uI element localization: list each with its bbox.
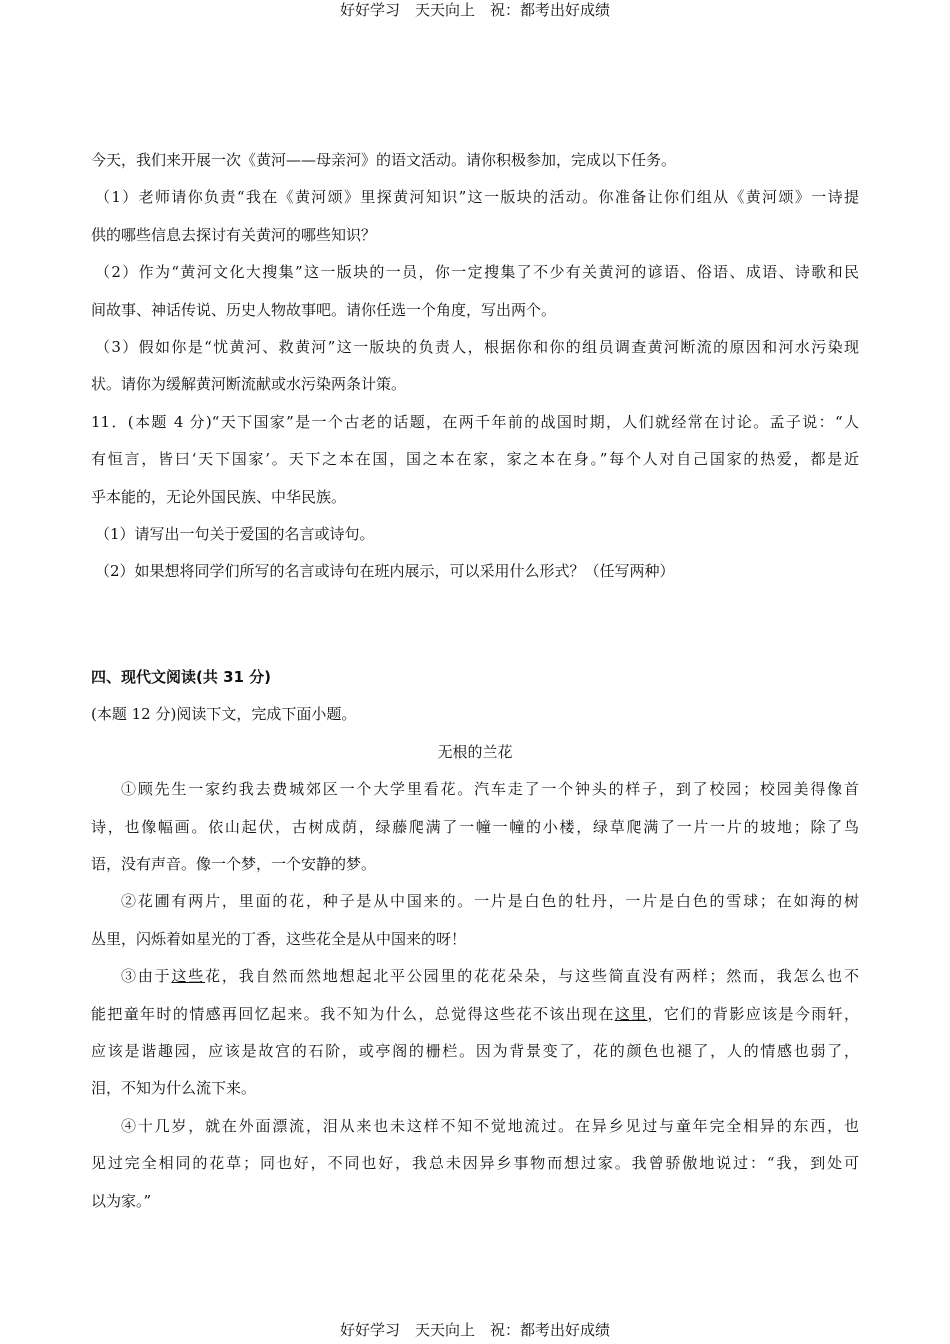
passage-p1-line-1: ①顾先生一家约我去费城郊区一个大学里看花。汽车走了一个钟头的样子，到了校园；校园美得像首 <box>121 780 859 799</box>
p3-text: 花，我自然而然地想起北平公园里的花花朵朵，与这些简直没有两样；然而，我怎么也不 <box>205 967 859 986</box>
passage-p2-line-2: 丛里，闪烁着如星光的丁香，这些花全是从中国来的呀！ <box>91 929 467 948</box>
q10-subquestion-3-line-2: 状。请你为缓解黄河断流献或水污染两条计策。 <box>91 375 407 394</box>
spacer <box>91 591 859 659</box>
q10-subquestion-2-line-1: （2）作为“黄河文化大搜集”这一版块的一员，你一定搜集了不少有关黄河的谚语、俗语、成语、诗歌和民 <box>95 263 859 282</box>
q11-stem-line-2: 有恒言，皆曰‘天下国家’。天下之本在国，国之本在家，家之本在身。”每个人对自己国家的热爱，都是近 <box>91 450 859 469</box>
passage-p2-line-1: ②花圃有两片，里面的花，种子是从中国来的。一片是白色的牡丹，一片是白色的雪球；在如海的树 <box>121 892 859 911</box>
passage-p4-line-1: ④十几岁，就在外面漂流，泪从来也未这样不知不觉地流过。在异乡见过与童年完全相异的东西，也 <box>121 1116 859 1135</box>
q10-intro: 今天，我们来开展一次《黄河——母亲河》的语文活动。请你积极参加，完成以下任务。 <box>91 151 677 169</box>
p3-text: 能把童年时的情感再回忆起来。我不知为什么，总觉得这些花不该出现在 <box>91 1004 615 1023</box>
q10-subquestion-3-line-1: （3）假如你是“忧黄河、救黄河”这一版块的负责人，根据你和你的组员调查黄河断流的原因和河水污染现 <box>95 338 859 357</box>
page-header: 好好学习 天天向上 祝：都考出好成绩 <box>339 1 610 19</box>
underlined-phrase-zheli: 这里 <box>614 1004 648 1023</box>
document-body <box>91 142 859 1220</box>
passage-p1-line-3: 语，没有声音。像一个梦，一个安静的梦。 <box>91 854 377 873</box>
passage-p3-line-2 <box>91 996 859 1033</box>
q11-stem-line-3: 乎本能的，无论外国民族、中华民族。 <box>91 487 347 506</box>
underlined-phrase-zhexie: 这些 <box>171 967 206 986</box>
section-heading: 四、现代文阅读(共 31 分) <box>91 667 272 686</box>
q10-subquestion-2-line-2: 间故事、神话传说、历史人物故事吧。请你任选一个角度，写出两个。 <box>91 300 557 319</box>
q11-subquestion-1: （1）请写出一句关于爱国的名言或诗句。 <box>95 525 375 544</box>
passage-p4-line-3: 以为家。” <box>91 1191 152 1210</box>
passage-p3-line-4: 泪，不知为什么流下来。 <box>91 1079 257 1098</box>
q11-subquestion-2: （2）如果想将同学们所写的名言或诗句在班内展示，可以采用什么形式？（任写两种） <box>95 562 675 581</box>
q11-stem-line-1: 11．(本题 4 分)“天下国家”是一个古老的话题，在两千年前的战国时期，人们就经常在讨论。孟子说：“人 <box>91 412 859 431</box>
passage-p3-line-3: 应该是谐趣园，应该是故宫的石阶，或亭阁的栅栏。因为背景变了，花的颜色也褪了，人的情感也弱了， <box>91 1041 859 1060</box>
p3-text: ③由于 <box>121 967 172 986</box>
question-11 <box>91 404 859 591</box>
section-4 <box>91 659 859 1220</box>
page-footer: 好好学习 天天向上 祝：都考出好成绩 <box>339 1321 610 1339</box>
passage-p3-line-1 <box>91 958 859 995</box>
q10-subquestion-1-line-2: 供的哪些信息去探讨有关黄河的哪些知识？ <box>91 225 377 244</box>
passage-p4-line-2: 见过完全相同的花草；同也好，不同也好，我总未因异乡事物而想过家。我曾骄傲地说过：“我，到处可 <box>91 1154 859 1173</box>
reading-intro: (本题 12 分)阅读下文，完成下面小题。 <box>91 705 357 724</box>
q10-subquestion-1-line-1: （1）老师请你负责“我在《黄河颂》里探黄河知识”这一版块的活动。你准备让你们组从《黄河颂》一诗提 <box>95 188 859 207</box>
passage-title: 无根的兰花 <box>437 742 513 761</box>
question-10 <box>91 142 859 404</box>
passage-p1-line-2: 诗，也像幅画。依山起伏，古树成荫，绿藤爬满了一幢一幢的小楼，绿草爬满了一片一片的坡地；除了鸟 <box>91 817 859 836</box>
p3-text: ，它们的背影应该是今雨轩， <box>647 1004 859 1023</box>
